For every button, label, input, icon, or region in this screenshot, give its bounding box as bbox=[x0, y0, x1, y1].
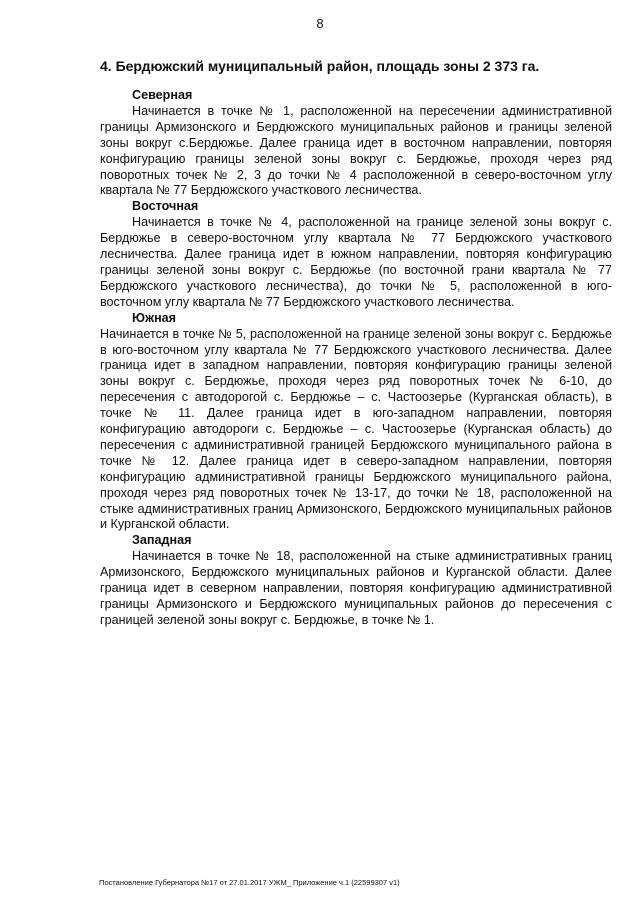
zone-south-text: Начинается в точке № 5, расположенной на границе зеленой зоны вокруг с. Бердюжье в юго-восточном углу квартала № 77 Бердюжского участкового лесничества. Далее граница идет в западном направлении, повторяя конфигурацию границы зеленой зоны вокруг с. Бердюжье, проходя через ряд поворотных точек № 6-10, до пересечения с автодорогой с. Бердюжье – с. Частоозерье (Курганская область), в точке № 11. Далее граница идет в юго-западном направлении, повторяя конфигурацию автодороги с. Бердюжье – с. Частоозерье (Курганская область) до пересечения с административной границей Бердюжского муниципального района в точке № 12. Далее граница идет в северо-западном направлении, повторяя конфигурацию административной границы Бердюжского муниципального района, проходя через ряд поворотных точек № 13-17, до точки № 18, расположенной на стыке административных границ Армизонского, Бердюжского муниципальных районов и Курганской области. bbox=[100, 326, 612, 532]
document-body bbox=[100, 88, 612, 629]
zone-east-title: Восточная bbox=[132, 199, 199, 214]
zone-north-title: Северная bbox=[132, 88, 193, 102]
page-number: 8 bbox=[316, 16, 324, 31]
zone-west-text: Начинается в точке № 18, расположенной на стыке административных границ Армизонского, Бердюжского муниципальных районов и Курганской области. Далее граница идет в северном направлении, повторяя конфигурацию административной границы Армизонского и Бердюжского муниципальных районов до пересечения с границей зеленой зоны вокруг с. Бердюжье, в точке № 1. bbox=[100, 549, 612, 627]
zone-west-title: Западная bbox=[132, 533, 192, 548]
section-heading: 4. Бердюжский муниципальный район, площадь зоны 2 373 га. bbox=[100, 58, 540, 74]
zone-east-text: Начинается в точке № 4, расположенной на границе зеленой зоны вокруг с. Бердюжье в северо-восточном углу квартала № 77 Бердюжского участкового лесничества. Далее граница идет в южном направлении, повторяя конфигурацию границы зеленой зоны вокруг с. Бердюжье (по восточной грани квартала № 77 Бердюжского участкового лесничества), до точки № 5, расположенной в юго-восточном углу квартала № 77 Бердюжского участкового лесничества. bbox=[100, 215, 612, 309]
zone-south-title: Южная bbox=[132, 310, 177, 325]
document-footer: Постановление Губернатора №17 от 27.01.2017 УЖМ_ Приложение ч.1 (22599307 v1) bbox=[99, 878, 400, 887]
zone-north-text: Начинается в точке № 1, расположенной на пересечении административной границы Армизонского и Бердюжского муниципальных районов и границы зеленой зоны вокруг с.Бердюжье. Далее граница идет в восточном направлении, повторяя конфигурацию границы зеленой зоны вокруг с. Бердюжье, проходя через ряд поворотных точек № 2, 3 до точки № 4 расположенной в северо-восточном углу квартала № 77 Бердюжского участкового лесничества. bbox=[100, 103, 612, 198]
